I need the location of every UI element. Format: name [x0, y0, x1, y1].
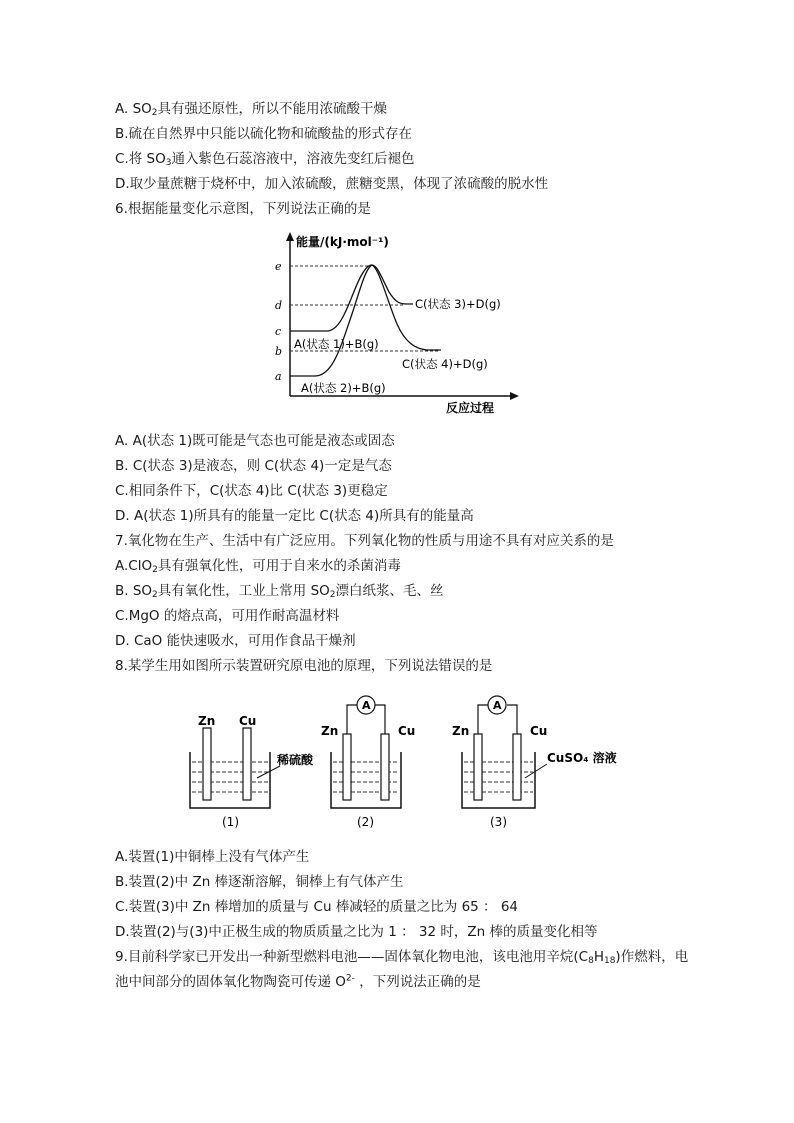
q8-option-d: D.装置(2)与(3)中正极生成的物质质量之比为 1 ： 32 时，Zn 棒的质量变化相等 — [115, 924, 598, 940]
zn-rod-1 — [203, 728, 211, 800]
q6-option-a: A. A(状态 1)既可能是气态也可能是液态或固态 — [115, 433, 395, 449]
level-e: e — [275, 260, 282, 273]
zn-label-2: Zn — [321, 724, 339, 738]
caption-3: (3) — [490, 815, 507, 829]
label-c-state4: C(状态 4)+D(g) — [402, 357, 488, 371]
cu-rod-2 — [381, 734, 389, 800]
zn-label-3: Zn — [452, 724, 470, 738]
x-axis-label: 反应过程 — [446, 401, 495, 415]
energy-diagram — [265, 228, 530, 418]
cu-rod-3 — [513, 734, 521, 800]
level-b: b — [275, 345, 283, 358]
q7-option-a: A.ClO$_2$具有强氧化性，可用于自来水的杀菌消毒 — [115, 558, 401, 575]
q7-option-b: B. $SO_2$具有氧化性，工业上常用 $SO_2$漂白纸浆、毛、丝 — [115, 583, 444, 600]
beaker-2 — [321, 696, 415, 829]
q5-option-d: D.取少量蔗糖于烧杯中，加入浓硫酸，蔗糖变黑，体现了浓硫酸的脱水性 — [115, 176, 549, 192]
level-a: a — [275, 370, 282, 383]
dilute-acid-label: 稀硫酸 — [277, 753, 314, 767]
q9-stem-line2: 池中间部分的固体氧化物陶瓷可传递 $O^{2-}$ ，下列说法正确的是 — [115, 973, 481, 990]
level-c: c — [275, 325, 282, 338]
q8-stem: 8.某学生用如图所示装置研究原电池的原理，下列说法错误的是 — [115, 658, 493, 674]
q5-option-c: C.将 $SO_3$通入紫色石蕊溶液中，溶液先变红后褪色 — [115, 151, 415, 168]
q8-option-a: A.装置(1)中铜棒上没有气体产生 — [115, 849, 310, 865]
cu-label-2: Cu — [398, 724, 416, 738]
caption-1: (1) — [222, 815, 239, 829]
y-axis-label: 能量/(kJ·mol⁻¹) — [296, 235, 389, 249]
q8-option-b: B.装置(2)中 Zn 棒逐渐溶解，铜棒上有气体产生 — [115, 874, 404, 890]
q9-stem-line1: 9.目前科学家已开发出一种新型燃料电池——固体氧化物电池，该电池用辛烷$(C_8H_{18})$作燃料，电 — [115, 949, 689, 966]
q8-option-c: C.装置(3)中 Zn 棒增加的质量与 Cu 棒减轻的质量之比为 65 ： 64 — [115, 899, 519, 915]
zn-rod-2 — [343, 734, 351, 800]
q7-option-d: D. CaO 能快速吸水，可用作食品干燥剂 — [115, 633, 356, 649]
y-axis-arrow — [286, 232, 294, 241]
cu-label-1: Cu — [239, 714, 257, 728]
label-c-state3: C(状态 3)+D(g) — [415, 297, 501, 311]
beaker-3 — [452, 696, 547, 829]
q6-stem: 6.根据能量变化示意图，下列说法正确的是 — [115, 201, 371, 217]
caption-2: (2) — [357, 815, 374, 829]
cu-rod-1 — [243, 728, 251, 800]
ammeter-label-3: A — [493, 699, 502, 712]
cuso4-label: CuSO₄ 溶液 — [547, 751, 617, 765]
label-a-state2: A(状态 2)+B(g) — [301, 381, 386, 395]
x-axis-arrow — [510, 392, 519, 400]
curve-state1-to-state3 — [290, 265, 413, 331]
zn-rod-3 — [474, 734, 482, 800]
cu-label-3: Cu — [530, 724, 548, 738]
label-a-state1: A(状态 1)+B(g) — [294, 337, 379, 351]
level-d: d — [275, 299, 283, 312]
q5-option-b: B.硫在自然界中只能以硫化物和硫酸盐的形式存在 — [115, 126, 413, 142]
q7-option-c: C.MgO 的熔点高，可用作耐高温材料 — [115, 608, 340, 624]
zn-label-1: Zn — [198, 714, 216, 728]
q5-option-a: A. $SO_2$具有强还原性，所以不能用浓硫酸干燥 — [115, 101, 388, 118]
beaker-1 — [190, 714, 270, 829]
q6-option-b: B. C(状态 3)是液态，则 C(状态 4)一定是气态 — [115, 458, 392, 474]
galvanic-cell-diagram — [185, 690, 645, 840]
q6-option-d: D. A(状态 1)所具有的能量一定比 C(状态 4)所具有的能量高 — [115, 508, 474, 524]
q7-stem: 7.氧化物在生产、生活中有广泛应用。下列氧化物的性质与用途不具有对应关系的是 — [115, 533, 614, 549]
ammeter-label-2: A — [362, 699, 371, 712]
q6-option-c: C.相同条件下，C(状态 4)比 C(状态 3)更稳定 — [115, 483, 388, 499]
